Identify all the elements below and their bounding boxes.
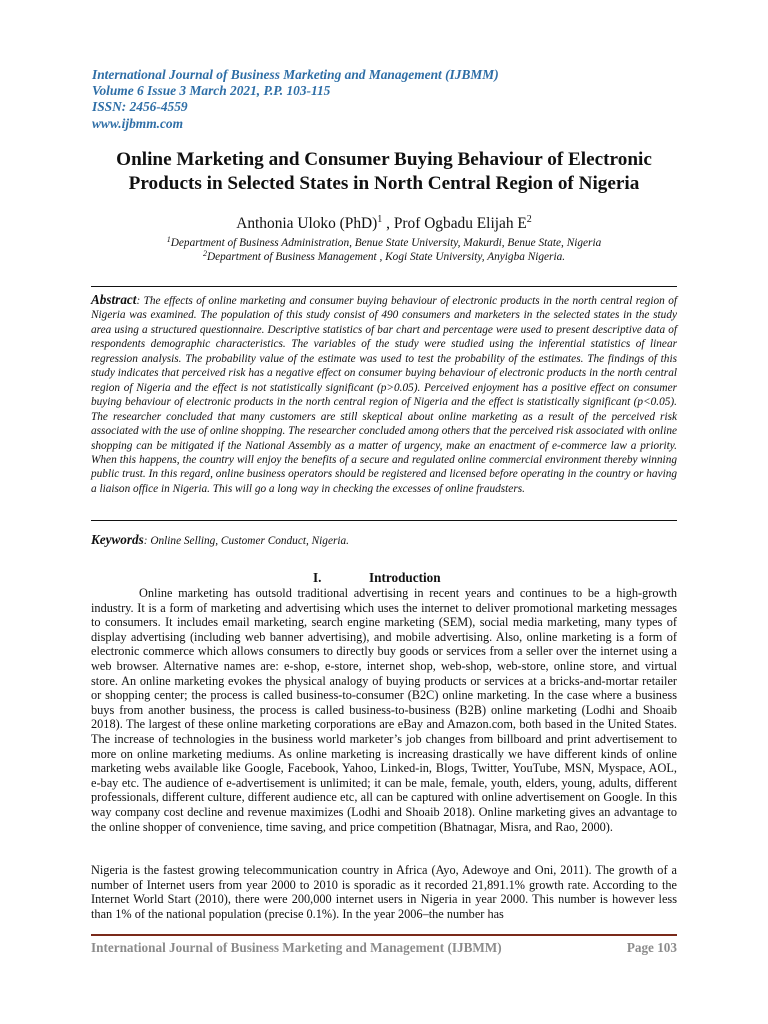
body-paragraph: Nigeria is the fastest growing telecommunication country in Africa (Ayo, Adewoye and Oni, 2011). The growth of a number of Internet users from year 2000 to 2010 is sporadic as it recorded 21,891.1% growth rate. According to the Internet World Start (2010), there were 200,000 internet users in Nigeria in year 2000. This number is however less than 1% of the national population (precise 0.1%). In the year 2006–the number has [91, 863, 677, 921]
affiliations [60, 237, 708, 265]
body-paragraph: Online marketing has outsold traditional advertising in recent years and continues to be a high-growth industry. It is a form of marketing and advertising which uses the internet to deliver promotional marketing messages to consumers. It includes email marketing, search engine marketing (SEM), social media marketing, many types of display advertising (including web banner advertising), and mobile advertising. Also, online marketing is a form of electronic commerce which allows consumers to directly buy goods or services from a seller over the internet using a web browser. Alternative names are: e-shop, e-store, internet shop, web-shop, web-store, online store, and virtual store. An online marketing evokes the physical analogy of buying products or services at a bricks-and-mortar retailer or shopping center; the process is called business-to-consumer (B2C) online marketing. In the case where a business buys from another business, the process is called business-to-business (B2B) online marketing (Lodhi and Shoaib 2018). The largest of these online marketing corporations are eBay and Amazon.com, both based in the United States. The increase of technologies in the business world marketer’s job changes from billboard and print advertisement to more on online marketing mediums. As online marketing is increasing drastically we have different kinds of online marketing webs available like Google, Facebook, Yahoo, Linked-in, Blogs, Twitter, YouTube, MSN, Myspace, AOL, e-bay etc. The audience of e-advertisement is unlimited; it can be male, female, youth, elders, young, adults, different professionals, different culture, different audience etc, all can be captured with online advertisement on Google. In this way company cost decline and revenue maximizes (Lodhi and Shoaib 2018). Online marketing gives an advantage to the online shopper of convenience, time saving, and price competition (Bhatnagar, Misra, and Rao, 2000). [91, 586, 677, 834]
page-number: Page 103 [626, 940, 677, 955]
author-list [60, 214, 708, 234]
affiliation-1-mark: 1 [166, 235, 171, 244]
paper-title [60, 148, 708, 196]
affiliation-1-text: Department of Business Administration, Benue State University, Makurdi, Benue State, Nigeria [170, 237, 602, 249]
keywords-text: : Online Selling, Customer Conduct, Nigeria. [143, 535, 349, 547]
affiliation-1 [60, 237, 708, 251]
journal-header [92, 67, 692, 132]
title-line-1: Online Marketing and Consumer Buying Behaviour of Electronic [116, 149, 652, 170]
journal-issn: ISSN: 2456-4559 [92, 99, 188, 115]
abstract-top-rule [91, 286, 677, 287]
section-title: Introduction [369, 570, 441, 585]
author-2: Prof Ogbadu Elijah E [393, 215, 527, 232]
author-2-affiliation-mark: 2 [526, 214, 532, 225]
journal-volume: Volume 6 Issue 3 March 2021, P.P. 103-115 [92, 83, 331, 99]
journal-name: International Journal of Business Marketing and Management (IJBMM) [92, 67, 499, 82]
footer-rule [91, 934, 677, 936]
affiliation-2-mark: 2 [202, 248, 207, 258]
title-line-2: Products in Selected States in North Central Region of Nigeria [128, 173, 640, 194]
abstract-text: : The effects of online marketing and consumer buying behaviour of electronic products in the north central region of Nigeria was examined. The population of this study consist of 490 consumers and marketers in the selected states in the study area using a structured questionnaire. Descriptive statistics of bar chart and percentage were used to present descriptive data of respondents demographic characteristics. The variables of the study were studied using the inferential statistics of linear regression analysis. The probability value of the estimate was used to test the probability of the estimates. The findings of this study indicates that perceived risk has a negative effect on consumer buying behaviour of electronic products in the north central region of Nigeria and the effect is not statistically significant (p>0.05). Perceived enjoyment has a positive effect on consumer buying behaviour of electronic products in the north central region of Nigeria and the effect is statistically significant (p<0.05). The researcher concluded that many customers are still skeptical about online marketing as a result of the perceived risk associated with the use of online shopping. The researcher concluded among others that the perceived risk associated with online shopping can be mitigated if the National Assembly as a matter of urgency, make an enactment of e-commerce law a priority. When this happens, the country will enjoy the benefits of a secure and regulated online commercial environment thereby winning public trust. In this regard, online business operators should be registered and licensed before operating in the country or having a liaison office in Nigeria. This will go a long way in checking the excesses of online fraudsters. [91, 295, 677, 495]
author-separator: , [382, 215, 394, 232]
page-footer [91, 939, 677, 957]
affiliation-2-text: Department of Business Management , Kogi State University, Anyigba Nigeria. [206, 250, 566, 263]
keywords [91, 532, 677, 549]
abstract-bottom-rule [91, 520, 677, 521]
author-1: Anthonia Uloko (PhD) [236, 215, 378, 232]
author-1-affiliation-mark: 1 [377, 214, 383, 225]
section-number: I. [313, 570, 322, 585]
keywords-label: Keywords [91, 532, 144, 547]
abstract [91, 293, 677, 496]
affiliation-2 [60, 248, 708, 265]
abstract-label: Abstract [91, 292, 137, 307]
footer-journal-name: International Journal of Business Marketing and Management (IJBMM) [91, 940, 502, 955]
journal-website: www.ijbmm.com [92, 115, 184, 131]
